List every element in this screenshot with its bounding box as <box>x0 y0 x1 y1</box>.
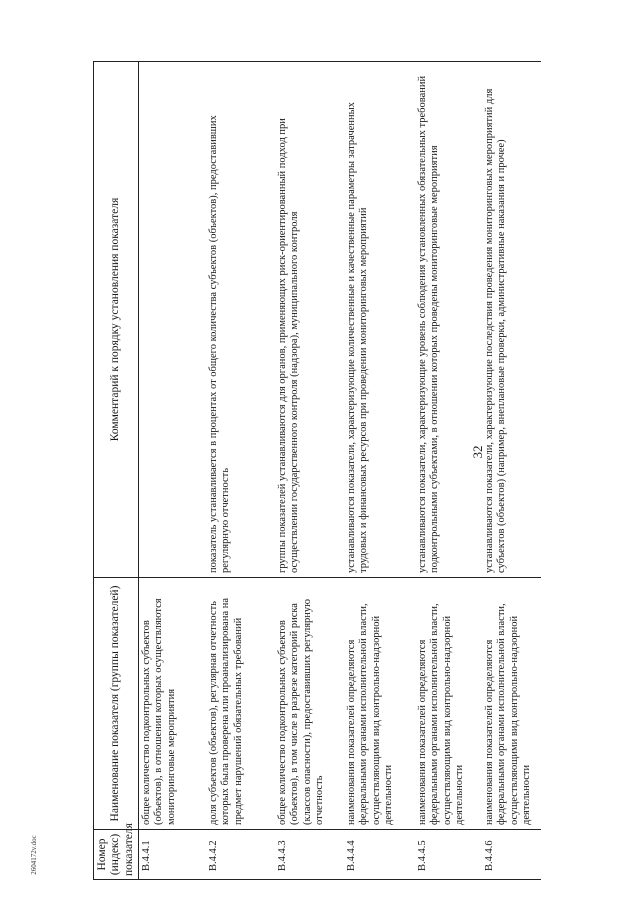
row-number: В.4.4.3 <box>275 830 344 880</box>
table-row <box>139 62 207 880</box>
table-row <box>275 62 344 880</box>
row-comment <box>139 62 207 578</box>
header-comment: Комментарий к порядку установления показателя <box>94 62 139 578</box>
header-name: Наименование показателя (группы показателей) <box>94 578 139 830</box>
row-number: В.4.4.1 <box>139 830 207 880</box>
table-row <box>206 62 275 880</box>
row-number: В.4.4.6 <box>482 830 541 880</box>
row-comment: устанавливаются показатели, характеризующие последствия проведения мониторинговых мероприятий для субъектов (объектов) (например, внеплановые проверки, административные наказания и прочее) <box>482 62 541 578</box>
row-number: В.4.4.2 <box>206 830 275 880</box>
row-name: доля субъектов (объектов), регулярная отчетность которых была проверена или проанализирована на предмет нарушений обязательных требований <box>206 578 275 830</box>
row-name: наименования показателей определяются федеральными органами исполнительной власти, осуществляющими вид контрольно-надзорной деятельности <box>344 578 415 830</box>
table-row <box>482 62 541 880</box>
row-name: наименования показателей определяются федеральными органами исполнительной власти, осуществляющими вид контрольно-надзорной деятельности <box>415 578 482 830</box>
row-comment: группы показателей устанавливаются для органов, применяющих риск-ориентированный подход при осуществлении государственного контроля (надзора), муниципального контроля <box>275 62 344 578</box>
row-comment: показатель устанавливается в процентах от общего количества субъектов (объектов), предоставивших регулярную отчетность <box>206 62 275 578</box>
row-name: общее количество подконтрольных субъектов (объектов), в отношении которых осуществляются мониторинговые мероприятия <box>139 578 207 830</box>
table-row <box>415 62 482 880</box>
row-name: общее количество подконтрольных субъектов (объектов), в том числе в разрезе категорий риска (классов опасности), предоставивших регулярную отчетность <box>275 578 344 830</box>
row-name: наименования показателей определяются федеральными органами исполнительной власти, осуществляющими вид контрольно-надзорной деятельности <box>482 578 541 830</box>
page-number: 32 <box>470 445 485 459</box>
row-comment: устанавливаются показатели, характеризующие уровень соблюдения установленных обязательных требований подконтрольными субъектами, в отношении которых проведены мониторинговые мероприятия <box>415 62 482 578</box>
row-number: В.4.4.5 <box>415 830 482 880</box>
document-id: 2604172v.doc <box>30 835 38 875</box>
header-number: Номер (индекс) показателя <box>94 830 139 880</box>
table-header-row <box>94 62 139 880</box>
table-row <box>344 62 415 880</box>
row-number: В.4.4.4 <box>344 830 415 880</box>
indicator-table <box>93 61 541 880</box>
row-comment: устанавливаются показатели, характеризующие количественные и качественные параметры затраченных трудовых и финансовых ресурсов при проведении мониторинговых мероприятий <box>344 62 415 578</box>
